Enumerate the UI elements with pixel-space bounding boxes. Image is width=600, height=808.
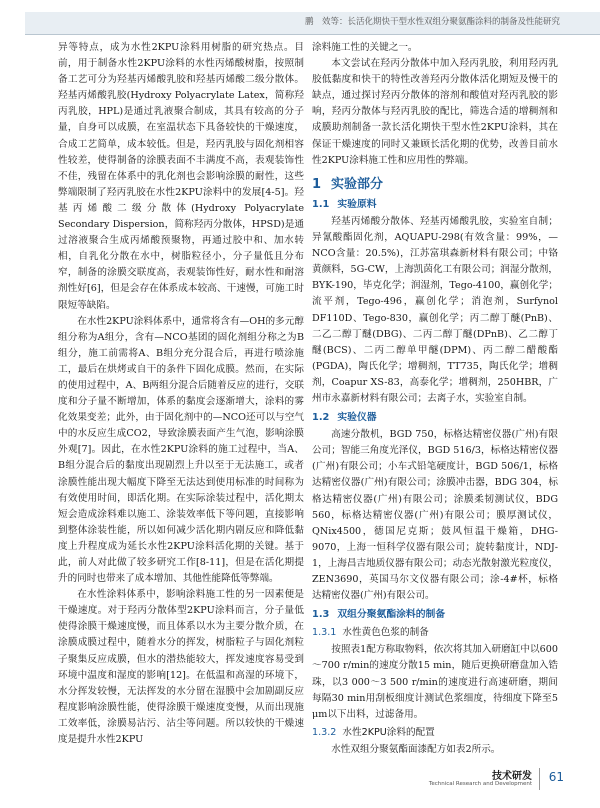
left-column xyxy=(58,40,304,748)
page-footer xyxy=(424,766,564,796)
running-title: 鹏 效等：长活化期快干型水性双组分聚氨酯涂料的制备及性能研究 xyxy=(304,17,560,27)
subsection-title: 实验仪器 xyxy=(337,412,377,424)
subsection-heading xyxy=(312,197,558,213)
body-paragraph: 在水性2KPU涂料体系中，通常将含有—OH的多元醇组分称为A组分，含有—NCO基团的固化剂组分称之为B组分，施工前需将A、B组分充分混合后，再进行喷涂施工，最后在烘烤或自干的条件下固化成膜。然而，在实际的使用过程中，A、B两组分混合后随着反应的进行，交联度和分子量不断增加，体系的黏度会逐渐增大，涂料的雾化效果变差；此外，由于固化剂中的—NCO还可以与空气中的水反应生成CO2，导致涂膜表面产生气泡，影响涂膜外观[7]。因此，在水性2KPU涂料的施工过程中，当A、B组分混合后的黏度出现剧烈上升以至于无法施工，或者涂膜性能出现大幅度下降至无法达到使用标准的时间称为有效使用时间，即活化期。在实际涂装过程中，活化期太短会造成涂料难以施工、涂装效率低下等问题，直接影响到整体涂装性能，所以如何减少活化期内剧反应和降低黏度上升程度成为延长水性2KPU涂料活化期的关键。基于此，前人对此做了较多研究工作[8-11]，但是在活化期提升的同时也带来了成本增加、其他性能降低等弊端。 xyxy=(58,315,304,585)
section-number: 1 xyxy=(312,176,322,192)
subsection-number: 1.3 xyxy=(312,609,330,621)
footer-brand-english: Technical Research and Development xyxy=(428,781,532,787)
subsection-heading xyxy=(312,410,558,426)
subsubsection-title: 水性2KPU涂料的配置 xyxy=(342,726,435,738)
body-paragraph: 在水性涂料体系中，影响涂料施工性的另一因素便是干燥速度。对于羟丙分散体型2KPU涂料而言，分子量低使得涂膜干燥速度慢，而且体系以水为主要分散介质，在涂膜成膜过程中，随着水分的挥发，树脂粒子与固化剂粒子聚集反应成膜，但水的潜热能较大，挥发速度容易受到环境中温度和湿度的影响[12]。在低温和高湿的环境下，水分挥发较慢，无法挥发的水分留在湿膜中会加剧副反应程度影响涂膜性能，使得涂膜干燥速度变慢，从而出现施工效率低，涂膜易沾污、沾尘等问题。所以较快的干燥速度是提升水性2KPU xyxy=(58,589,304,746)
page-number: 61 xyxy=(548,770,564,784)
subsubsection-heading xyxy=(312,725,558,741)
body-paragraph: 本文尝试在羟丙分散体中加入羟丙乳胶，利用羟丙乳胶低黏度和快干的特性改善羟丙分散体活化期短及慢干的缺点，通过探讨羟丙分散体的溶剂和酸值对羟丙乳胶的影响，羟丙分散体与羟丙乳胶的配比，筛选合适的增稠剂和成膜助剂制备一款长活化期快干型水性2KPU涂料，其在保证干燥速度的同时又兼顾长活化期的优势，改善目前水性2KPU涂料施工性和应用性的弊端。 xyxy=(312,58,558,166)
subsection-title: 双组分聚氨酯涂料的制备 xyxy=(337,609,446,621)
subsubsection-title: 水性黄色色浆的制备 xyxy=(342,627,429,639)
subsection-heading xyxy=(312,607,558,623)
body-paragraph: 羟基丙烯酸分散体、羟基丙烯酸乳胶，实验室自制；异氰酸酯固化剂，AQUAPU-298(有效含量：99%，—NCO含量：20.5%)，江苏富琪森新材料有限公司；中铬黄颜料，5G-CW，上海凯茵化工有限公司；润湿分散剂，BYK-190，毕克化学；润湿剂，Tego-4100，赢创化学；流平剂，Tego-496，赢创化学；消泡剂，Surfynol DF110D、Tego-830，赢创化学；丙二醇丁醚(PnB)、二乙二醇丁醚(DBG)、二丙二醇丁醚(DPnB)、乙二醇丁醚(BCS)、二丙二醇单甲醚(DPM)、丙二醇二醋酸酯(PGDA)，陶氏化学；增稠剂，TT735，陶氏化学；增稠剂，Coapur XS-83，高泰化学；增稠剂，250HBR，广州市永嘉新材料有限公司；去离子水，实验室自制。 xyxy=(312,215,558,404)
body-paragraph: 高速分散机，BGD 750，标格达精密仪器(广州)有限公司；智能三角度光泽仪，BGD 516/3，标格达精密仪器(广州)有限公司；小车式铅笔硬度计，BGD 506/1，标格达精密仪器(广州)有限公司；涂膜冲击器，BDG 304，标格达精密仪器(广州)有限公司；涂膜柔韧测试仪，BDG 560，标格达精密仪器(广州)有限公司；膜厚测试仪，QNix4500，德国尼克斯；鼓风恒温干燥箱，DHG-9070，上海一恒科学仪器有限公司；旋转黏度计，NDJ-1，上海昌吉地质仪器有限公司；动态光散射激光粒度仪，ZEN3690，英国马尔文仪器有限公司；涂-4#杯，标格达精密仪器(广州)有限公司。 xyxy=(312,429,558,602)
header-rule xyxy=(25,34,600,35)
subsubsection-number: 1.3.1 xyxy=(312,627,337,639)
subsection-number: 1.2 xyxy=(312,412,330,424)
body-paragraph: 按照表1配方称取物料，依次将其加入研磨缸中以600～700 r/min的速度分散15 min，随后更换研磨盘加入锆珠，以3 000～3 500 r/min的速度进行高速研磨，期间每隔30 min用刮板细度计测试色浆细度，待细度下降至5 μm以下出料，过滤备用。 xyxy=(312,644,558,720)
running-header xyxy=(0,0,600,34)
footer-brand: 技术研发 xyxy=(492,771,532,782)
section-title: 实验部分 xyxy=(331,176,384,192)
body-paragraph: 涂料施工性的关键之一。 xyxy=(312,42,418,53)
right-column xyxy=(312,40,558,758)
section-heading xyxy=(312,177,558,193)
body-paragraph: 水性双组分聚氨酯面漆配方如表2所示。 xyxy=(331,743,501,755)
subsection-title: 实验原料 xyxy=(337,198,377,210)
subsubsection-heading xyxy=(312,625,558,641)
body-paragraph: 异等特点，成为水性2KPU涂料用树脂的研究热点。目前，用于制备水性2KPU涂料的水性丙烯酸树脂，按照制备工艺可分为羟基丙烯酸乳胶和羟基丙烯酸二级分散体。羟基丙烯酸乳胶(Hydroxy Polyacrylate Latex，简称羟丙乳胶，HPL)是通过乳液聚合制成，其具有较高的分子量，自身可以成膜，在室温状态下具备较快的干燥速度，合成工艺简单，成本较低。但是，羟丙乳胶与固化剂相容性较差，使得制备的涂膜表面不丰满度不高，表观装饰性不佳，残留在体系中的乳化剂也会影响涂膜的耐性，这些弊端限制了羟丙乳胶在水性2KPU涂料中的发展[4-5]。羟基丙烯酸二级分散体(Hydroxy Polyacrylate Secondary Dispersion，简称羟丙分散体，HPSD)是通过溶液聚合生成丙烯酸预聚物，再通过胶中和、加水转相，自乳化分散在水中，树脂粒径小，分子量低且分布窄，制备的涂膜交联度高，表观装饰性好，耐水性和耐溶剂性好[6]，但是会存在体系成本较高、干速慢，可施工时限短等缺陷。 xyxy=(58,42,304,311)
subsection-number: 1.1 xyxy=(312,198,330,210)
footer-divider xyxy=(539,768,540,790)
subsubsection-number: 1.3.2 xyxy=(312,726,337,738)
